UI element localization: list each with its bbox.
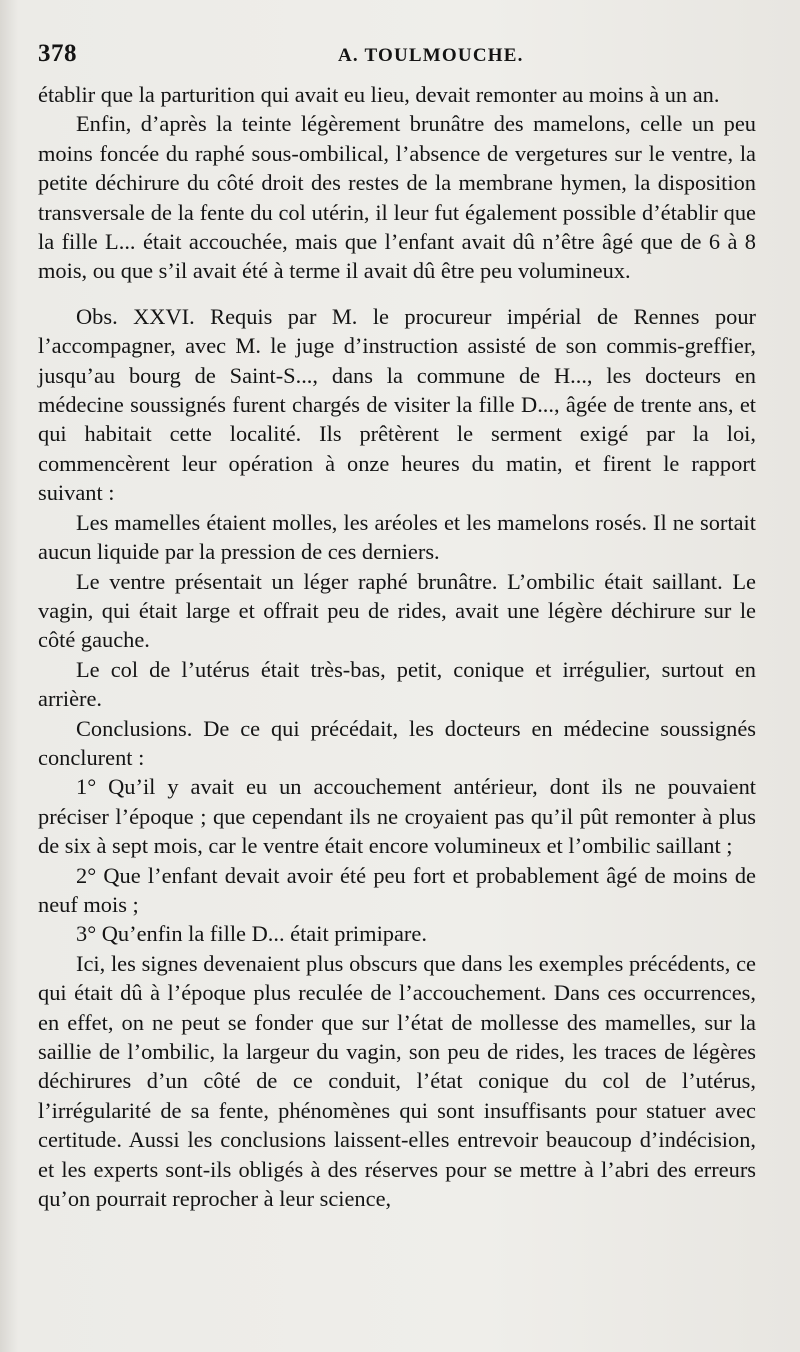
conclusions-heading-paragraph: Conclusions. De ce qui précédait, les docteurs en médecine soussignés conclurent : bbox=[38, 715, 756, 770]
paragraph-mamelles: Les mamelles étaient molles, les aréoles et les mamelons rosés. Il ne sortait aucun liquide par la pression de ces derniers. bbox=[38, 509, 756, 565]
conclusion-3: 3° Qu’enfin la fille D... était primipare. bbox=[76, 921, 427, 947]
conclusion-1: 1° Qu’il y avait eu un accouchement antérieur, dont ils ne pouvaient préciser l’époque ; que cependant ils ne croyaient pas qu’il pût remonter à plus de six à sept mois, car le ventre était encore volumineux et l’ombilic saillant ; bbox=[38, 774, 756, 859]
page-number: 378 bbox=[38, 40, 77, 67]
paragraph-discussion: Ici, les signes devenaient plus obscurs que dans les exemples précédents, ce qui était dû à l’époque plus reculée de l’accouchement. Dans ces occurrences, en effet, on ne peut se fonder que sur l’état de mollesse des mamelles, sur la saillie de l’ombilic, la largeur du vagin, son peu de rides, les traces de légères déchirures d’un côté de ce conduit, l’état conique du col de l’utérus, l’irrégularité de sa fente, phénomènes qui sont insuffisants pour statuer avec certitude. Aussi les conclusions laissent-elles entrevoir beaucoup d’indécision, et les experts sont-ils obligés à des réserves pour se mettre à l’abri des erreurs qu’on pourrait reprocher à leur science, bbox=[38, 950, 756, 1212]
observation-xxvi-paragraph: Obs. XXVI. Requis par M. le procureur impérial de Rennes pour l’accompagner, avec M. le juge d’instruction assisté de son commis-greffier, jusqu’au bourg de Saint-S..., dans la commune de H..., les docteurs en médecine soussignés furent chargés de visiter la fille D..., âgée de trente ans, et qui habitait cette localité. Ils prêtèrent le serment exigé par la loi, commencèrent leur opération à onze heures du matin, et firent le rapport suivant : bbox=[38, 303, 756, 506]
page-header bbox=[38, 40, 756, 78]
paragraph-2: Enfin, d’après la teinte légèrement brunâtre des mamelons, celle un peu moins foncée du raphé sous-ombilical, l’absence de vergetures sur le ventre, la petite déchirure du côté droit des restes de la membrane hymen, la disposition transversale de la fente du col utérin, il leur fut également possible d’établir que la fille L... était accouchée, mais que l’enfant avait dû n’être âgé que de 6 à 8 mois, ou que s’il avait été à terme il avait dû être peu volumineux. bbox=[38, 111, 756, 284]
running-head: A. TOULMOUCHE. bbox=[338, 45, 524, 66]
paragraph-ventre: Le ventre présentait un léger raphé brunâtre. L’ombilic était saillant. Le vagin, qui était large et offrait peu de rides, avait une légère déchirure sur le côté gauche. bbox=[38, 568, 756, 653]
body-text bbox=[38, 80, 756, 1213]
paragraph-col-uterus: Le col de l’utérus était très-bas, petit, conique et irrégulier, surtout en arrière. bbox=[38, 656, 756, 712]
paragraph-1: établir que la parturition qui avait eu lieu, devait remonter au moins à un an. bbox=[38, 82, 720, 107]
conclusion-2: 2° Que l’enfant devait avoir été peu fort et probablement âgé de moins de neuf mois ; bbox=[38, 862, 756, 917]
